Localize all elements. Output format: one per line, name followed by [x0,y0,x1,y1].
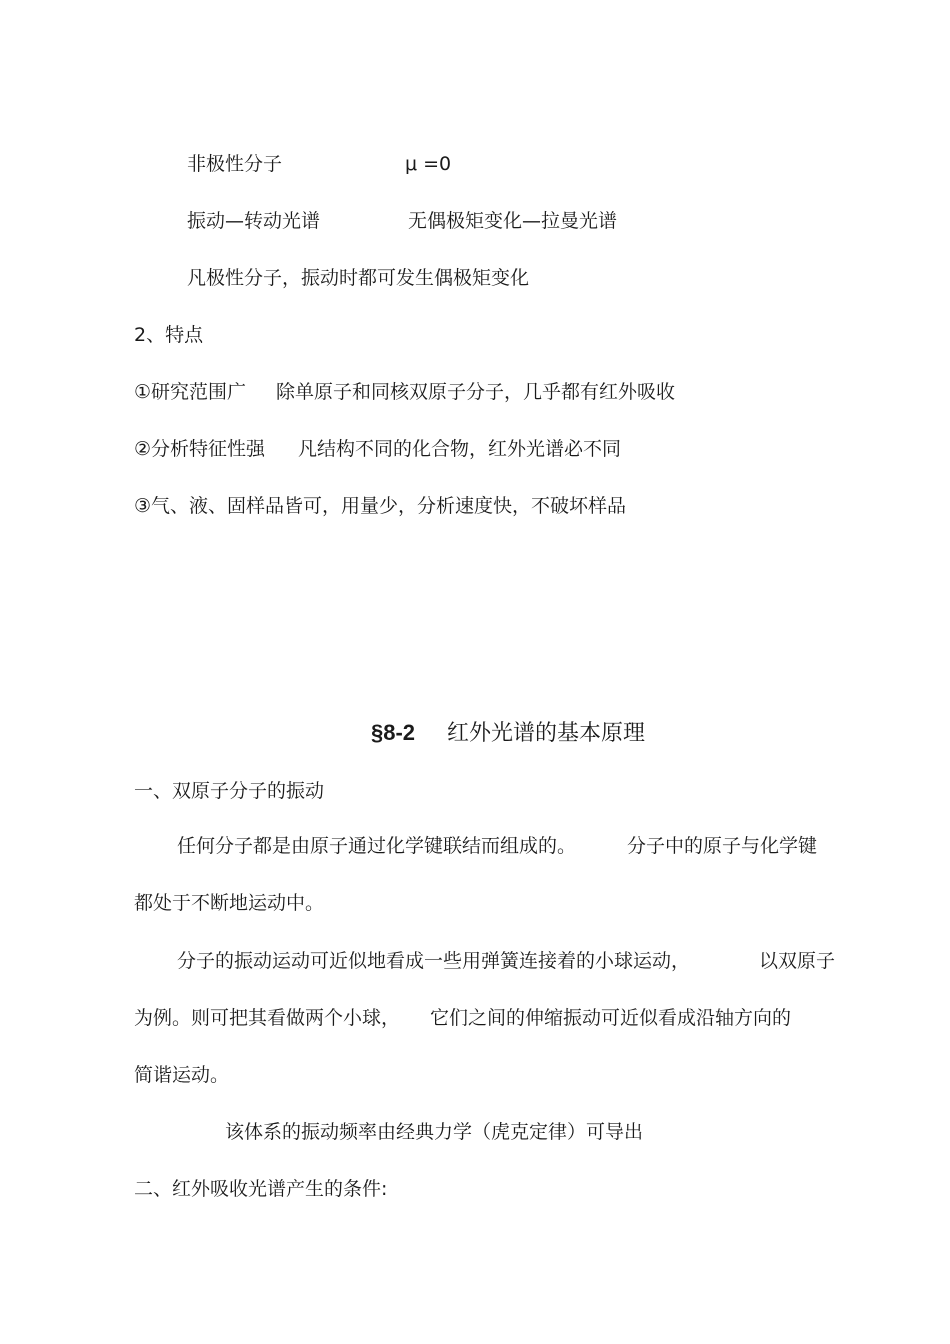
text-hooke-law: 该体系的振动频率由经典力学（虎克定律）可导出 [225,1121,644,1143]
paragraph-2-line-1b: 以双原子 [759,950,836,972]
paragraph-2-line-1a: 分子的振动运动可近似地看成一些用弹簧连接着的小球运动， [177,950,691,972]
feature-2-text: 凡结构不同的化合物，红外光谱必不同 [298,438,622,460]
feature-3-text: ③气、液、固样品皆可，用量少，分析速度快，不破坏样品 [134,495,627,517]
text-vibration-rotation-spectrum: 振动—转动光谱 [187,210,321,232]
text-mu-zero: μ =0 [405,153,452,175]
text-polar-molecule-note: 凡极性分子，振动时都可发生偶极矩变化 [187,267,530,289]
section-number: §8-2 [371,720,416,745]
heading-features: 2、特点 [134,324,204,346]
section-title [371,718,645,749]
feature-1-label: ①研究范围广 [134,381,247,403]
paragraph-1-line-1b: 分子中的原子与化学键 [627,835,818,857]
paragraph-2-line-3: 简谐运动。 [134,1064,230,1086]
section-title-text: 红外光谱的基本原理 [447,721,646,746]
feature-2-label: ②分析特征性强 [134,438,266,460]
heading-ir-conditions: 二、红外吸收光谱产生的条件: [134,1178,388,1200]
text-nonpolar-molecule: 非极性分子 [187,153,283,175]
feature-1-text: 除单原子和同核双原子分子，几乎都有红外吸收 [276,381,676,403]
paragraph-1-line-2: 都处于不断地运动中。 [134,892,325,914]
paragraph-2-line-2b: 它们之间的伸缩振动可近似看成沿轴方向的 [430,1007,792,1029]
paragraph-1-line-1a: 任何分子都是由原子通过化学键联结而组成的。 [177,835,577,857]
heading-diatomic-vibration: 一、双原子分子的振动 [134,780,325,802]
text-raman-spectrum: 无偶极矩变化—拉曼光谱 [408,210,618,232]
paragraph-2-line-2a: 为例。则可把其看做两个小球， [134,1007,401,1029]
